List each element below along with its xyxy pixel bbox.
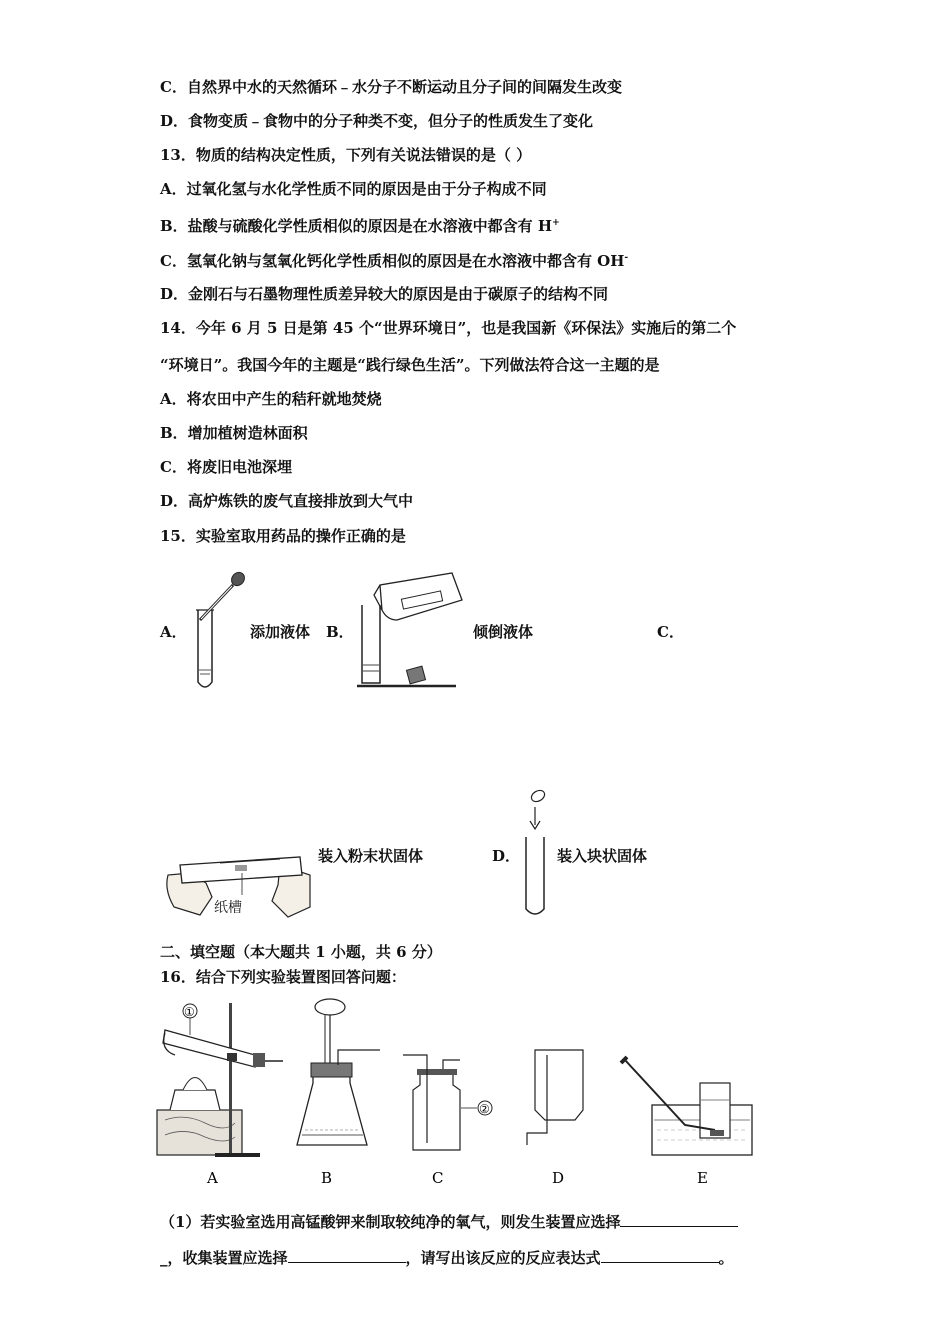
q13-option-c-sup: - bbox=[624, 253, 629, 263]
q14-option-b: B．增加植树造林面积 bbox=[160, 424, 308, 442]
apparatus-e bbox=[621, 1057, 752, 1155]
paper-trough-label: 纸槽 bbox=[214, 900, 242, 916]
apparatus-mark-1: ① bbox=[184, 1005, 195, 1019]
q15-d-text: 装入块状固体 bbox=[557, 847, 648, 865]
q15-a-text: 添加液体 bbox=[250, 623, 311, 641]
q16-part1-text3: ，请写出该反应的反应表达式 bbox=[405, 1249, 601, 1267]
q13-option-b-text: B．盐酸与硫酸化学性质相似的原因是在水溶液中都含有 H bbox=[160, 217, 553, 235]
apparatus-mark-2: ② bbox=[479, 1102, 490, 1116]
answer-blank-2[interactable] bbox=[288, 1246, 406, 1263]
q15-b-letter: B． bbox=[326, 623, 354, 641]
answer-blank-3[interactable] bbox=[601, 1246, 719, 1263]
apparatus-b bbox=[297, 999, 380, 1145]
q15-a-letter: A． bbox=[160, 623, 187, 641]
q15-c-text: 装入粉末状固体 bbox=[318, 847, 424, 865]
q16-part1-text1: （1）若实验室选用高锰酸钾来制取较纯净的氧气，则发生装置应选择 bbox=[160, 1213, 621, 1231]
apparatus-label-c: C bbox=[432, 1169, 444, 1187]
q14-stem-line2: “环境日”。我国今年的主题是“践行绿色生活”。下列做法符合这一主题的是 bbox=[160, 356, 660, 374]
apparatus-c bbox=[403, 1055, 492, 1150]
q16-part1-line1 bbox=[160, 1210, 738, 1232]
q15-d-letter: D． bbox=[492, 847, 521, 865]
apparatus-label-d: D bbox=[552, 1169, 565, 1187]
q16-part1-text2: _，收集装置应选择 bbox=[160, 1249, 288, 1267]
q13-option-a: A．过氧化氢与水化学性质不同的原因是由于分子构成不同 bbox=[160, 180, 547, 198]
q13-option-b bbox=[160, 213, 560, 236]
q14-option-d: D．高炉炼铁的废气直接排放到大气中 bbox=[160, 492, 414, 510]
q13-option-b-sup: + bbox=[552, 218, 560, 228]
apparatus-figure bbox=[155, 995, 795, 1195]
answer-blank-1[interactable] bbox=[620, 1210, 738, 1227]
apparatus-label-e: E bbox=[697, 1169, 708, 1187]
q14-option-c: C．将废旧电池深埋 bbox=[160, 458, 292, 476]
q12-option-d: D．食物变质﹣食物中的分子种类不变，但分子的性质发生了变化 bbox=[160, 112, 594, 130]
apparatus-a bbox=[157, 1003, 283, 1157]
q15-c-letter: C． bbox=[657, 623, 684, 641]
pouring-liquid-figure bbox=[352, 565, 467, 690]
section-title: 二、填空题（本大题共 1 小题，共 6 分） bbox=[160, 943, 442, 961]
q16-part1-end: 。 bbox=[718, 1249, 734, 1267]
q15-stem: 15．实验室取用药品的操作正确的是 bbox=[160, 527, 406, 545]
q15-b-text: 倾倒液体 bbox=[473, 623, 534, 641]
block-solid-figure bbox=[518, 785, 558, 920]
q16-stem: 16．结合下列实验装置图回答问题： bbox=[160, 968, 406, 986]
apparatus-label-a: A bbox=[207, 1169, 218, 1187]
dropper-test-tube-figure bbox=[188, 570, 248, 695]
q13-option-c bbox=[160, 248, 628, 271]
q14-option-a: A．将农田中产生的秸秆就地焚烧 bbox=[160, 390, 382, 408]
q16-part1-line2 bbox=[160, 1246, 734, 1268]
q13-stem: 13．物质的结构决定性质，下列有关说法错误的是（ ） bbox=[160, 146, 532, 164]
apparatus-d bbox=[527, 1050, 583, 1145]
q12-option-c: C．自然界中水的天然循环﹣水分子不断运动且分子间的间隔发生改变 bbox=[160, 78, 622, 96]
apparatus-label-b: B bbox=[321, 1169, 333, 1187]
q13-option-c-text: C．氢氧化钠与氢氧化钙化学性质相似的原因是在水溶液中都含有 OH bbox=[160, 252, 625, 270]
q13-option-d: D．金刚石与石墨物理性质差异较大的原因是由于碳原子的结构不同 bbox=[160, 285, 609, 303]
q14-stem-line1: 14．今年 6 月 5 日是第 45 个“世界环境日”，也是我国新《环保法》实施后的第二个 bbox=[160, 319, 737, 337]
